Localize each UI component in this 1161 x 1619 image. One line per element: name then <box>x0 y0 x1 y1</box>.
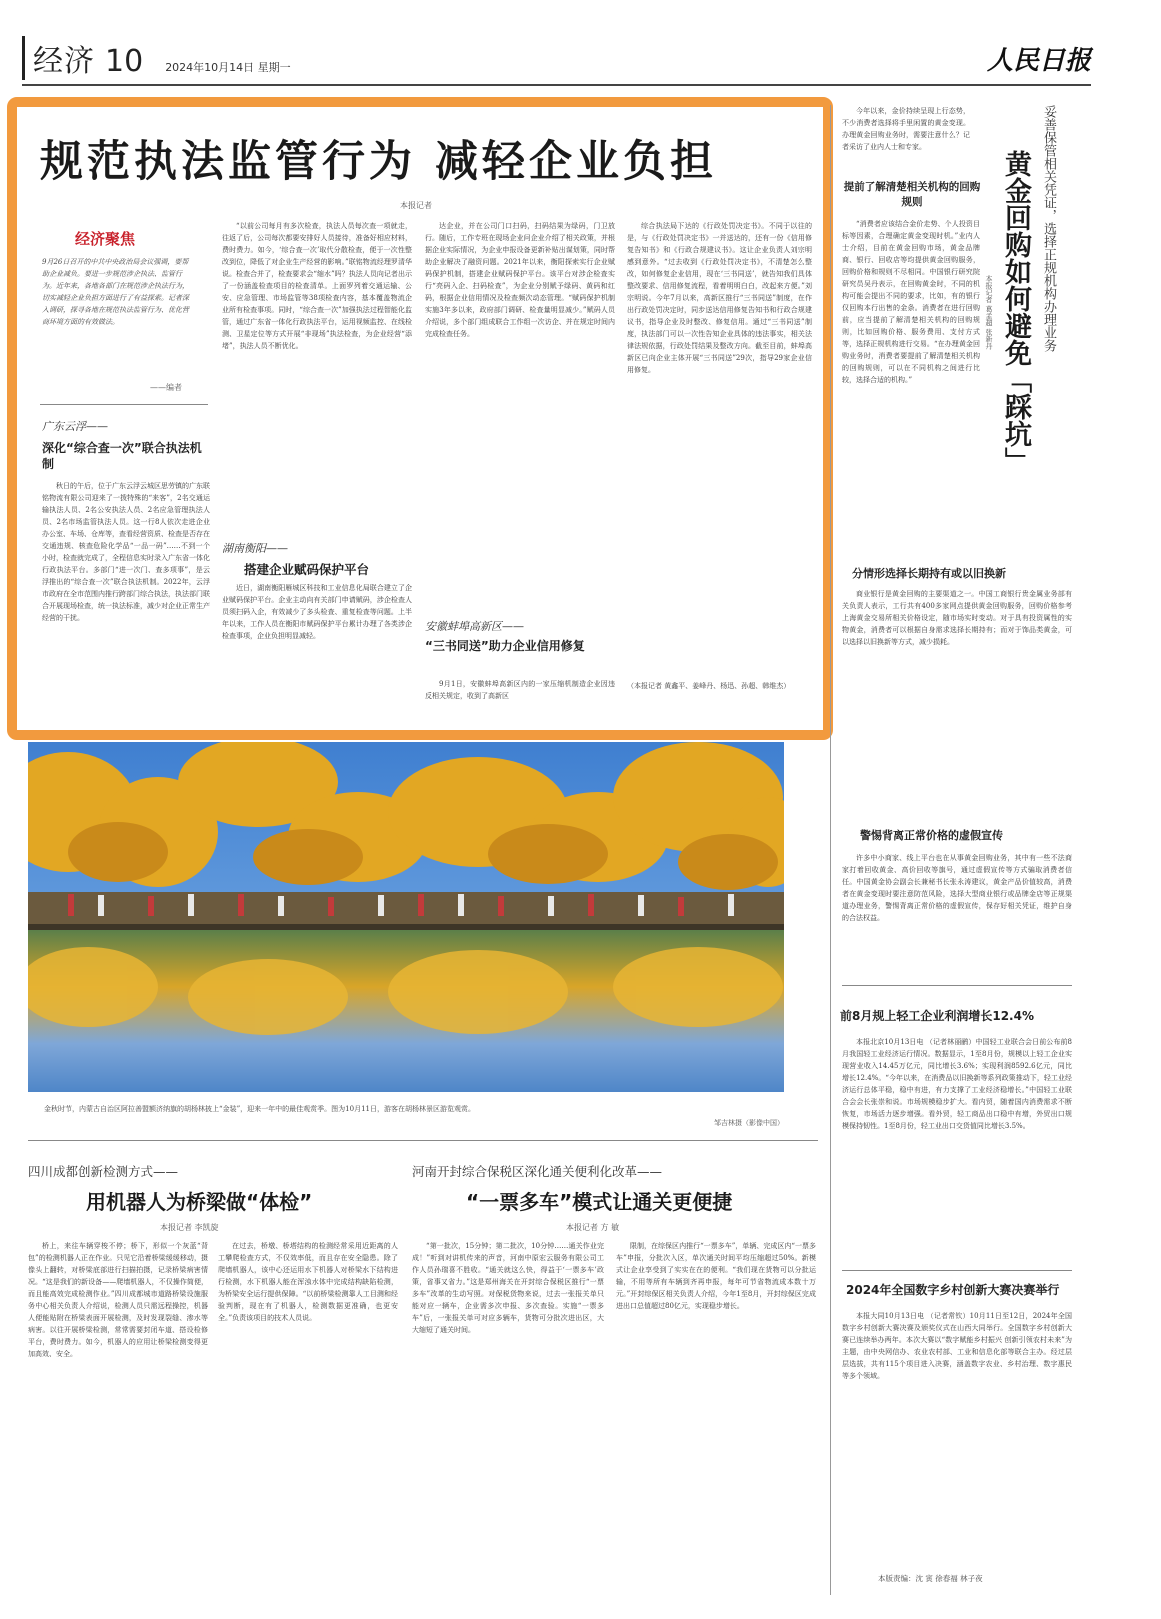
photo-credit: 邹吉林摄（影像中国） <box>714 1119 784 1127</box>
col4-body <box>627 220 812 672</box>
customs-body-b <box>616 1240 816 1580</box>
col2-subhead: 搭建企业赋码保护平台 <box>244 562 370 577</box>
customs-kicker: 河南开封综合保税区深化通关便利化改革—— <box>412 1164 663 1179</box>
customs-paragraph: “第一批次，15分钟；第二批次，10分钟……通关作业完成！”听到对讲机传来的声音，河南中原宏云服务有限公司工作人员孙瑞喜不胜收。“通关就这么快，得益于‘一票多车’政策，省事又省力。”这是郑州海关在开封综合保税区推行“一票多车”改革的生动写照。对保税货物来说，过去一张报关单只能对应一辆车，企业需多次申报、多次查验。实施“一票多车”后，一张报关单可对应多辆车，货物可分批次进出区，大大缩短了通关时间。 <box>412 1242 604 1334</box>
col4-paragraph: 综合执法局下达的《行政处罚决定书》。不同于以往的是，与《行政处罚决定书》一并送达的，还有一份《信用修复告知书》和《行政合规建议书》。这让企业负责人刘宗明感到意外。“过去收到《行政处罚决定书》，不清楚怎么整改，如何修复企业信用，现在‘三书同送’，就告知我们具体整改要求、信用修复流程，看着明明白白，改起来方便。”刘宗明说。今年7月以来，高新区推行“三书同送”制度，在作出行政处罚决定时，同步送达信用修复告知书和行政合规建议书，指导企业及时整改、修复信用。通过“三书同送”制度，执法部门可以一次性告知企业具体的违法事实，相关法律法规依据，行政处罚结果及整改方向。截至目前，蚌埠高新区已向企业主体开展“三书同送”29次，指导29家企业信用修复。 <box>627 222 812 374</box>
customs-headline: “一票多车”模式让通关更便捷 <box>466 1190 733 1214</box>
gold-paragraph1: “消费者应该结合金价走势、个人投资目标等因素，合理确定黄金变现时机。”业内人士介绍，目前在黄金回购市场，黄金品牌商、银行、回收店等均提供黄金回购服务，回购价格和规则不尽相同。中国银行研究院研究员吴丹表示，在回购黄金时，不同的机构可能会提出不同的要求，比如，有的银行仅回购本行出售的金条。消费者在进行回购前，应当提前了解清楚相关机构的回购规则，比如回购价格、服务费用、支付方式等，选择正规机构进行交易。“在办理黄金回购业务时，消费者要提前了解清楚相关机构的回购规则，可以在不同机构之间进行比较，选择合适的机构。” <box>842 220 980 384</box>
gold-body1 <box>842 218 980 555</box>
main-byline: 本报记者 <box>400 201 432 210</box>
col3-paragraph-b: 9月1日，安徽蚌埠高新区内的一家压缩机制造企业因违反相关规定，收到了高新区 <box>425 680 615 700</box>
col2-body <box>222 220 412 530</box>
col3-body-b <box>425 678 615 708</box>
page-editors: 本版责编：沈 寅 徐春福 林子夜 <box>878 1574 983 1583</box>
editor-intro: 9月26日召开的中共中央政治局会议强调，要帮助企业减负。要进一步规范涉企执法、监管行为。近年来，各地各部门在规范涉企执法行为，切实减轻企业负担方面进行了有益探索。记者深入调研，探寻各地在规范执法监管行为、优化营商环境方面的有效做法。 <box>42 258 189 326</box>
col2-paragraph: “以前公司每月有多次检查，执法人员每次查一项就走，往返了后，公司每次都要安排好人员接待，准备好相应材料，费时费力。如今，‘综合查一次’取代分散检查，便于一次性整改到位，降低了对企业生产经营的影响。”联铭物流经理罗清华说。检查合并了，检查要求会“缩水”吗？执法人员向记者出示了一份涵盖检查项目的检查清单。上面罗列着交通运输、公安、应急管理、市场监管等38项检查内容，基本覆盖物流企业所有检查事项。同时，“综合查一次”加强执法过程智能化监管，通过广东省一体化行政执法平台，运用视频监控、在线检测、卫星定位等方式开展“非现场”执法检查，为企业经营“添堵”，执法人员不断优化。 <box>222 222 412 350</box>
gold-paragraph2: 商业银行是黄金回购的主要渠道之一。中国工商银行贵金属业务部有关负责人表示，工行共有400多家网点提供黄金回购服务，回购价格参考上海黄金交易所相关价格设定，随市场实时变动。对于具有投资属性的实物黄金，消费者可以根据自身需求选择长期持有；而对于饰品类黄金，可以选择以旧换新等方式，减少损耗。 <box>842 590 1072 646</box>
column-tag: 经济聚焦 <box>75 230 136 248</box>
column-divider <box>830 105 831 1595</box>
main-headline: 规范执法监管行为 减轻企业负担 <box>40 137 717 187</box>
col3-subhead: “三书同送”助力企业信用修复 <box>425 639 585 653</box>
col1-paragraph: 秋日的午后，位于广东云浮云城区思劳镇的广东联铭物流有限公司迎来了一拨特殊的“来客”，2名交通运输执法人员、2名公安执法人员、2名应急管理执法人员、2名市场监管执法人员。这一行8人依次走进企业办公室、车场、仓库等，查看经营资质、检查是否存在交通违规、核查危险化学品“一品一码”……不到一个小时，检查就完成了，全程信息实时录入广东省一体化行政执法平台。多部门“进一次门、查多项事”，是云浮推出的“综合查一次”联合执法机制。2022年，云浮市政府在全市范围内推行跨部门综合执法，执法部门联合开展现场检查，统一执法标准，减少对企业正常生产经营的干扰。 <box>42 482 210 622</box>
customs-paragraph-b: 限制，在综保区内推行“一票多车”，单辆、完成区内“一票多车”申报，分批次入区，单次通关时间平均压缩超过50%。新模式让企业享受到了实实在在的便利。“我们现在货物可以分批运输，不用等所有车辆到齐再申报，每年可节省物流成本数十万元。”开封综保区相关负责人介绍，今年1至8月，开封综保区完成进出口总值超过80亿元，实现稳步增长。 <box>616 1242 816 1310</box>
bridge-body-b <box>218 1240 398 1580</box>
gold-byline: 本报记者 葛孟超 张新丹 <box>985 275 993 350</box>
digital-rural-headline: 2024年全国数字乡村创新大赛决赛举行 <box>846 1283 1060 1297</box>
digital-rural-paragraph: 本报大同10月13日电 （记者常钦）10月11日至12日，2024年全国数字乡村创新大赛决赛及颁奖仪式在山西大同举行。全国数字乡村创新大赛已连续举办两年。本次大赛以“数字赋能乡村振兴 创新引领农村未来”为主题，由中央网信办、农业农村部、工业和信息化部等联合主办。经过层层选拔，共有115个项目进入决赛，涵盖数字农业、乡村治理、数字惠民等多个领域。 <box>842 1312 1072 1380</box>
gold-sub1: 提前了解清楚相关机构的回购规则 <box>843 181 981 208</box>
intro-divider <box>40 404 208 405</box>
right-divider-1 <box>842 985 1072 986</box>
bridge-byline: 本报记者 李凯旋 <box>160 1223 219 1232</box>
bridge-body <box>28 1240 208 1580</box>
col2-kicker: 湖南衡阳—— <box>222 542 288 555</box>
light-industry-body <box>842 1036 1072 1261</box>
masthead-divider <box>22 84 1091 86</box>
customs-body <box>412 1240 604 1580</box>
light-industry-headline: 前8月规上轻工企业利润增长12.4% <box>840 1009 1034 1023</box>
gold-paragraph3: 许多中小商家、线上平台也在从事黄金回购业务，其中有一些不法商家打着回收黄金、高价回收等旗号，通过虚假宣传等方式骗取消费者信任。中国黄金协会副会长兼秘书长张永涛建议，黄金产品价值较高，消费者在黄金变现时要注意防范风险，选择大型商业银行或品牌金店等正规渠道办理业务，警惕背离正常价格的虚假宣传，保存好相关凭证，维护自身的合法权益。 <box>842 854 1072 922</box>
bridge-headline: 用机器人为桥梁做“体检” <box>86 1190 313 1214</box>
photo-caption: 金秋时节，内蒙古自治区阿拉善盟额济纳旗的胡杨林披上“金装”，迎来一年中的最佳观赏季。图为10月11日，游客在胡杨林景区游览观赏。 <box>44 1105 475 1113</box>
gold-lead-paragraph: 今年以来，金价持续呈现上行态势，不少消费者选择将手里闲置的黄金变现。办理黄金回购业务时，需要注意什么？记者采访了业内人士和专家。 <box>842 107 970 151</box>
col4-credit: （本报记者 黄鑫平、姜峰丹、杨迅、孙超、韩维杰） <box>627 682 791 690</box>
col1-kicker: 广东云浮—— <box>42 420 108 433</box>
page-number: 10 <box>105 44 144 79</box>
photo-illustration <box>28 742 784 1092</box>
light-industry-paragraph: 本报北京10月13日电 （记者林丽鹂）中国轻工业联合会日前公布前8月我国轻工业经济运行情况。数据显示，1至8月份，规模以上轻工企业实现营业收入14.45万亿元，同比增长3.6%；实现利润8592.6亿元，同比增长12.4%。“今年以来，在消费品以旧换新等系列政策推动下，轻工业经济运行总体平稳，稳中有进，有力支撑了工业经济稳增长。”中国轻工业联合会会长张崇和说。市场规模稳步扩大。看内贸，随着国内消费需求不断恢复，市场活力逐步增强。看外贸，轻工商品出口稳中有增，外贸出口规模保持韧性。1至8月份，轻工业出口交货值同比增长3.5%。 <box>842 1038 1072 1130</box>
bridge-paragraph: 桥上，来往车辆穿梭不停；桥下，形似一个灰蓝“背包”的检测机器人正在作业。只见它沿着桥梁缓缓移动，摄像头上翻转，对桥梁底部进行扫描拍摄，记录桥梁病害情况。“这是我们的新设备——爬墙机器人，不仅操作简便，而且能高效完成检测作业。”四川成都城市道路桥梁设施服务中心相关负责人介绍说，检测人员只需远程操控，机器人便能贴附在桥梁表面开展检测，及时发现裂缝、渗水等病害。以往开展桥梁检测，常常需要封闭车道、搭设检修平台，费时费力。如今，机器人的应用让桥梁检测变得更加高效、安全。 <box>28 1242 208 1358</box>
col3-paragraph: 达企业，并在公司门口扫码，扫码结果为绿码，门卫放行。随后，工作专班在现场企业问企业介绍了相关政策，并根据企业实际情况，为企业申报设备更新补贴出谋划策，同时帮助企业解决了融资问题。2021年以来，衡阳探索实行企业赋码保护机制，搭建企业赋码保护平台。该平台对涉企检查实行“亮码入企、扫码检查”，为企业分别赋予绿码、黄码和红码，根据企业信用情况及检查频次动态管理。“赋码保护机制实施3年多以来，政府部门调研、检查量明显减少。”赋码人员介绍说，多个部门组成联合工作组一次访企、并在规定时间内完成检查任务。 <box>425 222 615 338</box>
autumn-poplar-photo <box>28 742 784 1092</box>
bridge-kicker: 四川成都创新检测方式—— <box>28 1164 179 1179</box>
section-title: 经济 <box>22 36 95 80</box>
gold-headline: 黄金回购如何避免「踩坑」 <box>1000 150 1031 474</box>
col1-body <box>42 480 210 708</box>
intro-sign: ——编者 <box>150 383 182 392</box>
right-divider-2 <box>842 1270 1072 1271</box>
col3-body <box>425 220 615 608</box>
bottom-divider <box>28 1140 818 1141</box>
gold-body3 <box>842 852 1072 970</box>
issue-date: 2024年10月14日 星期一 <box>165 61 291 74</box>
col2-paragraph-b: 近日，湖南衡阳雁城区科技和工业信息化局联合建立了企业赋码保护平台。企业主动向有关部门申请赋码，涉企检查人员须扫码入企，有效减少了多头检查、重复检查等问题。上半年以来，工作人员在衡阳市赋码保护平台累计办理了各类涉企检查事项，企业负担明显减轻。 <box>222 584 412 640</box>
customs-byline: 本报记者 方 敏 <box>566 1223 620 1232</box>
col2-body-b <box>222 582 412 708</box>
newspaper-logo: 人民日报 <box>986 46 1091 76</box>
masthead-left <box>22 36 291 80</box>
gold-lead <box>842 105 970 175</box>
bridge-paragraph-b: 在过去，桥墩、桥塔结构的检测经常采用近距离的人工攀爬检查方式，不仅效率低，而且存在安全隐患。除了爬墙机器人，该中心还运用水下机器人对桥梁水下结构进行检测，水下机器人能在浑浊水体中完成结构缺陷检测，为桥梁安全运行提供保障。“以前桥梁检测靠人工目测和经验判断，现在有了机器人，检测数据更准确，也更安全。”负责该项目的技术人员说。 <box>218 1242 398 1322</box>
gold-sub2: 分情形选择长期持有或以旧换新 <box>852 567 1006 580</box>
gold-subtitle: 妥善保管相关凭证，选择正规机构办理业务 <box>1041 105 1056 352</box>
col1-subhead: 深化“综合查一次”联合执法机制 <box>42 441 202 471</box>
gold-sub3: 警惕背离正常价格的虚假宣传 <box>860 829 1003 842</box>
col3-kicker: 安徽蚌埠高新区—— <box>425 620 524 633</box>
gold-body2 <box>842 588 1072 818</box>
digital-rural-body <box>842 1310 1072 1530</box>
